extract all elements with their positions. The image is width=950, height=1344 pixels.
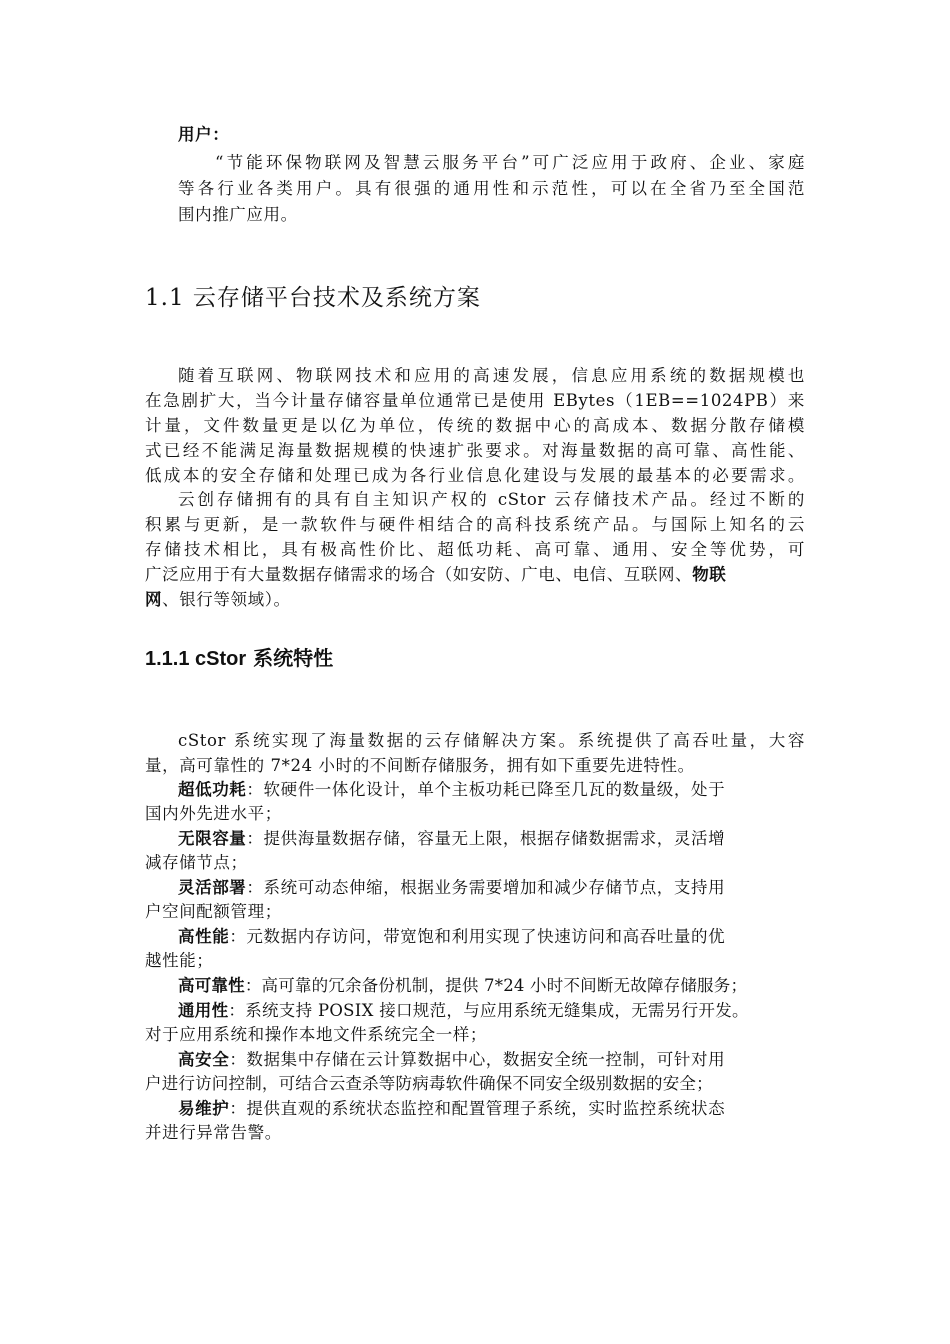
feature-7-term: 高安全 — [178, 1050, 230, 1069]
feature-3-term: 灵活部署 — [178, 878, 247, 897]
feature-5-line-1 — [178, 974, 805, 998]
feature-6-term: 通用性 — [178, 1001, 229, 1020]
feature-5-term: 高可靠性 — [178, 976, 245, 995]
section-heading-1-1: 1.1 云存储平台技术及系统方案 — [145, 285, 481, 311]
section-heading-1-1-1-number: 1.1.1 cStor — [145, 648, 247, 670]
feature-1-line-2: 国内外先进水平； — [145, 804, 282, 823]
feature-8-line-2: 并进行异常告警。 — [145, 1123, 282, 1142]
bold-term-iot-part-1: 物联 — [692, 565, 727, 584]
users-text-line-1: “节能环保物联网及智慧云服务平台”可广泛应用于政府、企业、家庭 — [215, 153, 805, 172]
paragraph-1-line-1: 随着互联网、物联网技术和应用的高速发展，信息应用系统的数据规模也 — [178, 366, 805, 385]
paragraph-2-line-4 — [145, 563, 805, 587]
feature-8-desc: ：提供直观的系统状态监控和配置管理子系统，实时监控系统状态 — [229, 1099, 726, 1118]
feature-3-line-1 — [178, 876, 805, 900]
feature-8-line-1 — [178, 1097, 805, 1121]
paragraph-1-line-2: 在急剧扩大，当今计量存储容量单位通常已是使用 EBytes（1EB==1024PB）来 — [145, 391, 805, 410]
feature-6-line-1 — [178, 999, 805, 1023]
feature-6-desc: ：系统支持 POSIX 接口规范，与应用系统无缝集成，无需另行开发。 — [228, 1001, 749, 1020]
feature-7-desc: ：数据集中存储在云计算数据中心，数据安全统一控制，可针对用 — [229, 1050, 726, 1069]
feature-1-desc: ：软硬件一体化设计，单个主板功耗已降至几瓦的数量级，处于 — [246, 780, 726, 799]
paragraph-2-line-4-text: 广泛应用于有大量数据存储需求的场合（如安防、广电、电信、互联网、 — [145, 565, 693, 584]
feature-5-desc: ：高可靠的冗余备份机制，提供 7*24 小时不间断无故障存储服务； — [244, 976, 748, 995]
feature-2-line-2: 减存储节点； — [145, 853, 248, 872]
bold-term-iot-part-2: 网 — [145, 590, 163, 609]
feature-1-line-1 — [178, 778, 805, 802]
paragraph-2-line-5 — [145, 588, 805, 612]
feature-4-line-2: 越性能； — [145, 951, 214, 970]
intro-line-2: 量，高可靠性的 7*24 小时的不间断存储服务，拥有如下重要先进特性。 — [145, 756, 695, 775]
feature-7-line-2: 户进行访问控制，可结合云查杀等防病毒软件确保不同安全级别数据的安全； — [145, 1074, 713, 1093]
feature-1-term: 超低功耗 — [178, 780, 247, 799]
users-text-line-3: 围内推广应用。 — [178, 205, 298, 224]
feature-8-term: 易维护 — [178, 1099, 230, 1118]
paragraph-1-line-3: 计量，文件数量更是以亿为单位，传统的数据中心的高成本、数据分散存储模 — [145, 416, 805, 435]
feature-7-line-1 — [178, 1048, 805, 1072]
paragraph-2-line-1: 云创存储拥有的具有自主知识产权的 cStor 云存储技术产品。经过不断的 — [178, 490, 805, 509]
feature-2-term: 无限容量 — [178, 829, 247, 848]
feature-4-line-1 — [178, 925, 805, 949]
paragraph-2-line-2: 积累与更新，是一款软件与硬件相结合的高科技系统产品。与国际上知名的云 — [145, 515, 805, 534]
feature-3-line-2: 户空间配额管理； — [145, 902, 282, 921]
section-heading-1-1-1-text: 系统特性 — [246, 646, 334, 670]
paragraph-2-line-5-text: 、银行等领域）。 — [162, 590, 291, 609]
paragraph-1-line-4: 式已经不能满足海量数据规模的快速扩张要求。对海量数据的高可靠、高性能、 — [145, 441, 805, 460]
feature-3-desc: ：系统可动态伸缩，根据业务需要增加和减少存储节点，支持用 — [246, 878, 726, 897]
feature-4-desc: ：元数据内存访问，带宽饱和利用实现了快速访问和高吞吐量的优 — [229, 927, 726, 946]
intro-line-1: cStor 系统实现了海量数据的云存储解决方案。系统提供了高吞吐量，大容 — [178, 731, 805, 750]
users-text-line-2: 等各行业各类用户。具有很强的通用性和示范性，可以在全省乃至全国范 — [178, 179, 805, 198]
feature-2-line-1 — [178, 827, 805, 851]
paragraph-1-line-5: 低成本的安全存储和处理已成为各行业信息化建设与发展的最基本的必要需求。 — [145, 466, 805, 485]
feature-4-term: 高性能 — [178, 927, 230, 946]
paragraph-2-line-3: 存储技术相比，具有极高性价比、超低功耗、高可靠、通用、安全等优势，可 — [145, 540, 805, 559]
feature-6-line-2: 对于应用系统和操作本地文件系统完全一样； — [145, 1025, 487, 1044]
section-heading-1-1-1 — [145, 644, 333, 673]
users-label: 用户： — [178, 125, 230, 144]
feature-2-desc: ：提供海量数据存储，容量无上限，根据存储数据需求，灵活增 — [246, 829, 726, 848]
